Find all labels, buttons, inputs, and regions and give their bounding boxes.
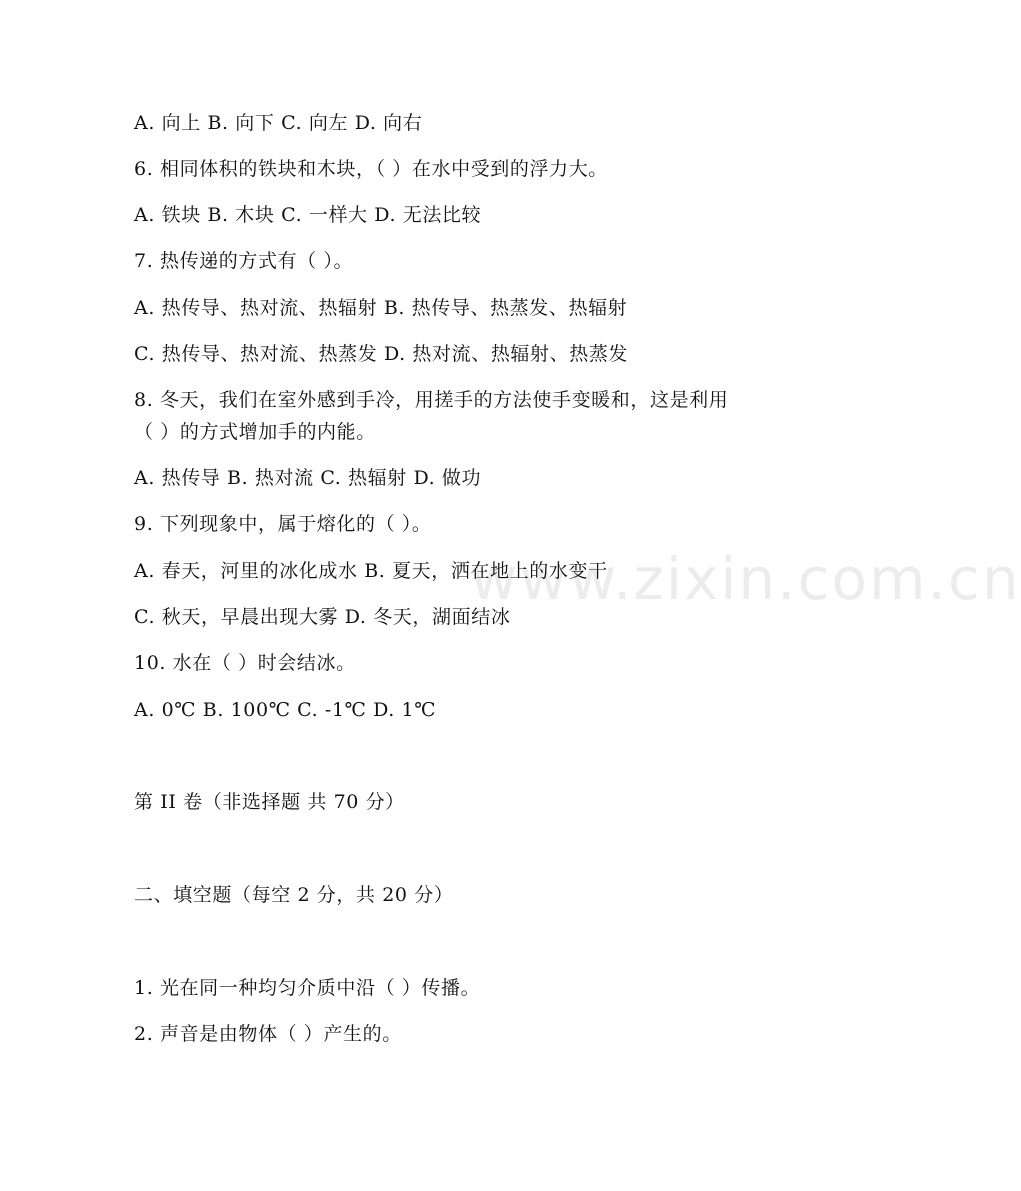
- question-8-line1: 8. 冬天，我们在室外感到手冷，用搓手的方法使手变暖和，这是利用: [134, 389, 729, 411]
- q9-options-line2: C. 秋天，早晨出现大雾 D. 冬天，湖面结冰: [134, 606, 511, 628]
- question-8-line2: （ ）的方式增加手的内能。: [134, 421, 376, 443]
- q7-options-line1: A. 热传导、热对流、热辐射 B. 热传导、热蒸发、热辐射: [134, 297, 628, 319]
- fill-question-2: 2. 声音是由物体（ ）产生的。: [134, 1023, 402, 1045]
- fill-question-1: 1. 光在同一种均匀介质中沿（ ）传播。: [134, 977, 481, 999]
- question-7: 7. 热传递的方式有（ ）。: [134, 250, 354, 272]
- watermark: www.zixin.com.cn: [470, 545, 1021, 613]
- q8-options: A. 热传导 B. 热对流 C. 热辐射 D. 做功: [134, 467, 482, 489]
- q7-options-line2: C. 热传导、热对流、热蒸发 D. 热对流、热辐射、热蒸发: [134, 343, 629, 365]
- question-10: 10. 水在（ ）时会结冰。: [134, 652, 356, 674]
- question-6: 6. 相同体积的铁块和木块，（ ）在水中受到的浮力大。: [134, 158, 608, 180]
- q10-options: A. 0℃ B. 100℃ C. -1℃ D. 1℃: [134, 699, 437, 721]
- q6-options: A. 铁块 B. 木块 C. 一样大 D. 无法比较: [134, 204, 482, 226]
- q5-options: A. 向上 B. 向下 C. 向左 D. 向右: [134, 112, 423, 134]
- section-2-heading: 二、填空题（每空 2 分，共 20 分）: [134, 884, 454, 906]
- question-9: 9. 下列现象中，属于熔化的（ ）。: [134, 513, 432, 535]
- part-2-heading: 第 II 卷（非选择题 共 70 分）: [134, 791, 405, 813]
- q9-options-line1: A. 春天，河里的冰化成水 B. 夏天，洒在地上的水变干: [134, 560, 608, 582]
